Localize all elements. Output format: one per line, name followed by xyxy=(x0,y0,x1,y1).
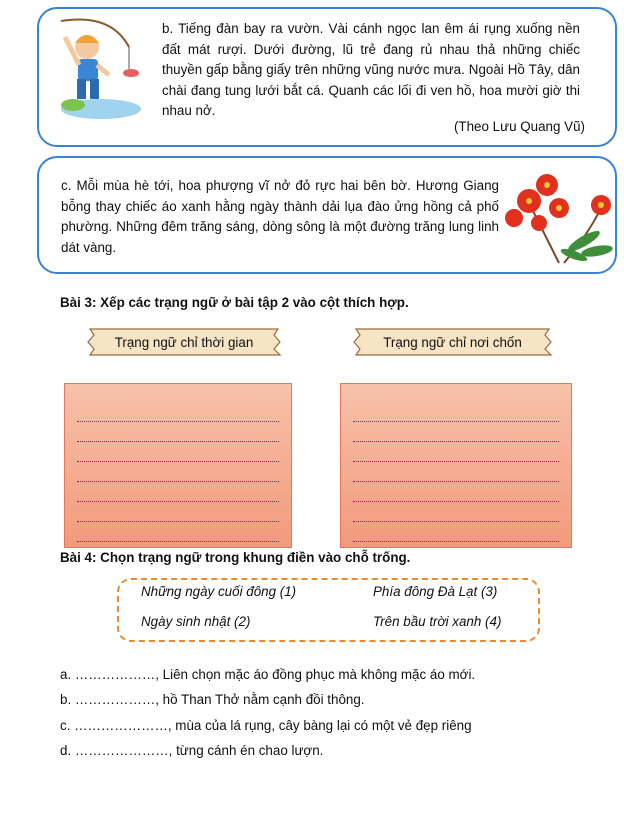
place-adverbial-banner xyxy=(350,327,555,357)
fill-in-line-d[interactable]: d. …………………, từng cánh én chao lượn. xyxy=(60,743,324,758)
boy-fishing-illustration xyxy=(51,17,147,121)
exercise-4-title: Bài 4: Chọn trạng ngữ trong khung điền vào chỗ trống. xyxy=(60,550,411,565)
passage-c-text: c. Mỗi mùa hè tới, hoa phượng vĩ nở đỏ rực hai bên bờ. Hương Giang bỗng thay chiếc áo xanh hằng ngày thành dải lụa đào ửng hồng cả phố phường. Những đêm trăng sáng, dòng sông là một đường trăng lung linh dát vàng. xyxy=(61,178,499,255)
answer-line[interactable] xyxy=(77,482,279,502)
option-4: Trên bầu trời xanh (4) xyxy=(373,614,502,629)
flamboyant-flower-illustration xyxy=(489,163,614,268)
answer-line[interactable] xyxy=(77,462,279,482)
adverbial-options-box xyxy=(117,578,540,642)
answer-line[interactable] xyxy=(353,422,559,442)
fill-in-line-b[interactable]: b. ………………, hồ Than Thở nằm cạnh đồi thông. xyxy=(60,692,365,707)
place-adverbial-label: Trạng ngữ chỉ nơi chốn xyxy=(383,334,522,350)
option-3: Phía đông Đà Lạt (3) xyxy=(373,584,498,599)
fill-in-line-a[interactable]: a. ………………, Liên chọn mặc áo đồng phục mà không mặc áo mới. xyxy=(60,667,476,682)
place-answer-box[interactable] xyxy=(340,383,572,548)
answer-line[interactable] xyxy=(353,462,559,482)
time-adverbial-banner xyxy=(84,327,284,357)
answer-line[interactable] xyxy=(77,502,279,522)
answer-line[interactable] xyxy=(353,442,559,462)
answer-line[interactable] xyxy=(77,422,279,442)
option-2: Ngày sinh nhật (2) xyxy=(141,614,251,629)
exercise-3-title: Bài 3: Xếp các trạng ngữ ở bài tập 2 vào cột thích hợp. xyxy=(60,295,409,310)
answer-line[interactable] xyxy=(77,402,279,422)
time-adverbial-label: Trạng ngữ chỉ thời gian xyxy=(114,334,254,350)
fill-in-line-c[interactable]: c. …………………, mùa của lá rụng, cây bàng lại có một vẻ đẹp riêng xyxy=(60,718,472,733)
answer-line[interactable] xyxy=(353,502,559,522)
answer-line[interactable] xyxy=(353,482,559,502)
option-1: Những ngày cuối đông (1) xyxy=(141,584,297,599)
answer-line[interactable] xyxy=(353,402,559,422)
passage-b-text: b. Tiếng đàn bay ra vườn. Vài cánh ngọc lan êm ái rụng xuống nền đất mát rượi. Dưới đường, lũ trẻ đang rủ nhau thả những chiếc thuyền gấp bằng giấy trên những vũng nước mưa. Ngoài Hồ Tây, dân chài đang tung lưới bắt cá. Quanh các lối đi ven hồ, hoa mười giờ thi nhau nở. xyxy=(162,21,580,118)
passage-c-card xyxy=(37,156,617,274)
answer-line[interactable] xyxy=(77,522,279,542)
answer-line[interactable] xyxy=(77,442,279,462)
passage-b-card xyxy=(37,7,617,147)
time-answer-box[interactable] xyxy=(64,383,292,548)
answer-line[interactable] xyxy=(353,522,559,542)
passage-b-source: (Theo Lưu Quang Vũ) xyxy=(453,119,585,134)
